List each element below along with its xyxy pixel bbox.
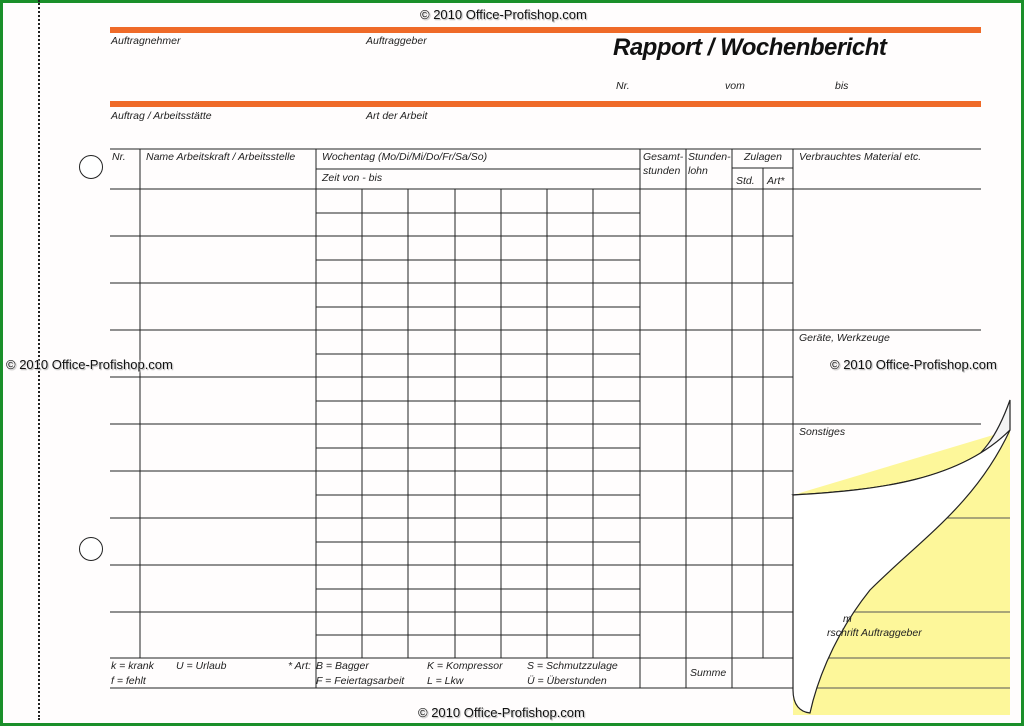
- legend-lkw: L = Lkw: [427, 675, 464, 687]
- legend-art: * Art:: [288, 660, 311, 672]
- col-gesamt-line2: stunden: [643, 165, 681, 177]
- col-lohn-line1: Stunden-: [688, 151, 731, 163]
- section-sonstiges: Sonstiges: [799, 426, 846, 438]
- legend-feiertagsarbeit: F = Feiertagsarbeit: [316, 675, 405, 687]
- col-art: Art*: [767, 175, 785, 187]
- watermark-left: © 2010 Office-Profishop.com: [6, 357, 173, 372]
- section-geraete: Geräte, Werkzeuge: [799, 332, 890, 344]
- legend-kompressor: K = Kompressor: [427, 660, 503, 672]
- legend-ueberstunden: Ü = Überstunden: [527, 675, 607, 687]
- label-summe: Summe: [690, 667, 727, 679]
- legend-bagger: B = Bagger: [316, 660, 369, 672]
- watermark-right: © 2010 Office-Profishop.com: [830, 357, 997, 372]
- col-nr: Nr.: [112, 151, 126, 163]
- legend-schmutzzulage: S = Schmutzzulage: [527, 660, 618, 672]
- page-title: Rapport / Wochenbericht: [613, 34, 887, 61]
- label-bis: bis: [835, 80, 849, 92]
- col-wochentag: Wochentag (Mo/Di/Mi/Do/Fr/Sa/So): [322, 151, 488, 163]
- legend-urlaub: U = Urlaub: [176, 660, 227, 672]
- col-material: Verbrauchtes Material etc.: [799, 151, 922, 163]
- watermark-bottom: © 2010 Office-Profishop.com: [418, 705, 585, 720]
- label-art-der-arbeit: Art der Arbeit: [366, 110, 428, 122]
- label-auftragnehmer: Auftragnehmer: [111, 35, 181, 47]
- col-zeit: Zeit von - bis: [322, 172, 383, 184]
- col-gesamt-line1: Gesamt-: [643, 151, 684, 163]
- col-name: Name Arbeitskraft / Arbeitsstelle: [146, 151, 296, 163]
- unterschrift-fragment-1: m: [843, 613, 852, 625]
- legend-fehlt: f = fehlt: [111, 675, 146, 687]
- watermark-top: © 2010 Office-Profishop.com: [420, 7, 587, 22]
- label-nr: Nr.: [616, 80, 630, 92]
- label-auftrag-arbeitsstaette: Auftrag / Arbeitsstätte: [111, 110, 212, 122]
- col-std: Std.: [736, 175, 755, 187]
- unterschrift-fragment-2: rschrift Auftraggeber: [827, 627, 922, 639]
- label-auftraggeber: Auftraggeber: [366, 35, 427, 47]
- legend-krank: k = krank: [111, 660, 154, 672]
- col-zulagen: Zulagen: [744, 151, 782, 163]
- label-vom: vom: [725, 80, 745, 92]
- col-lohn-line2: lohn: [688, 165, 708, 177]
